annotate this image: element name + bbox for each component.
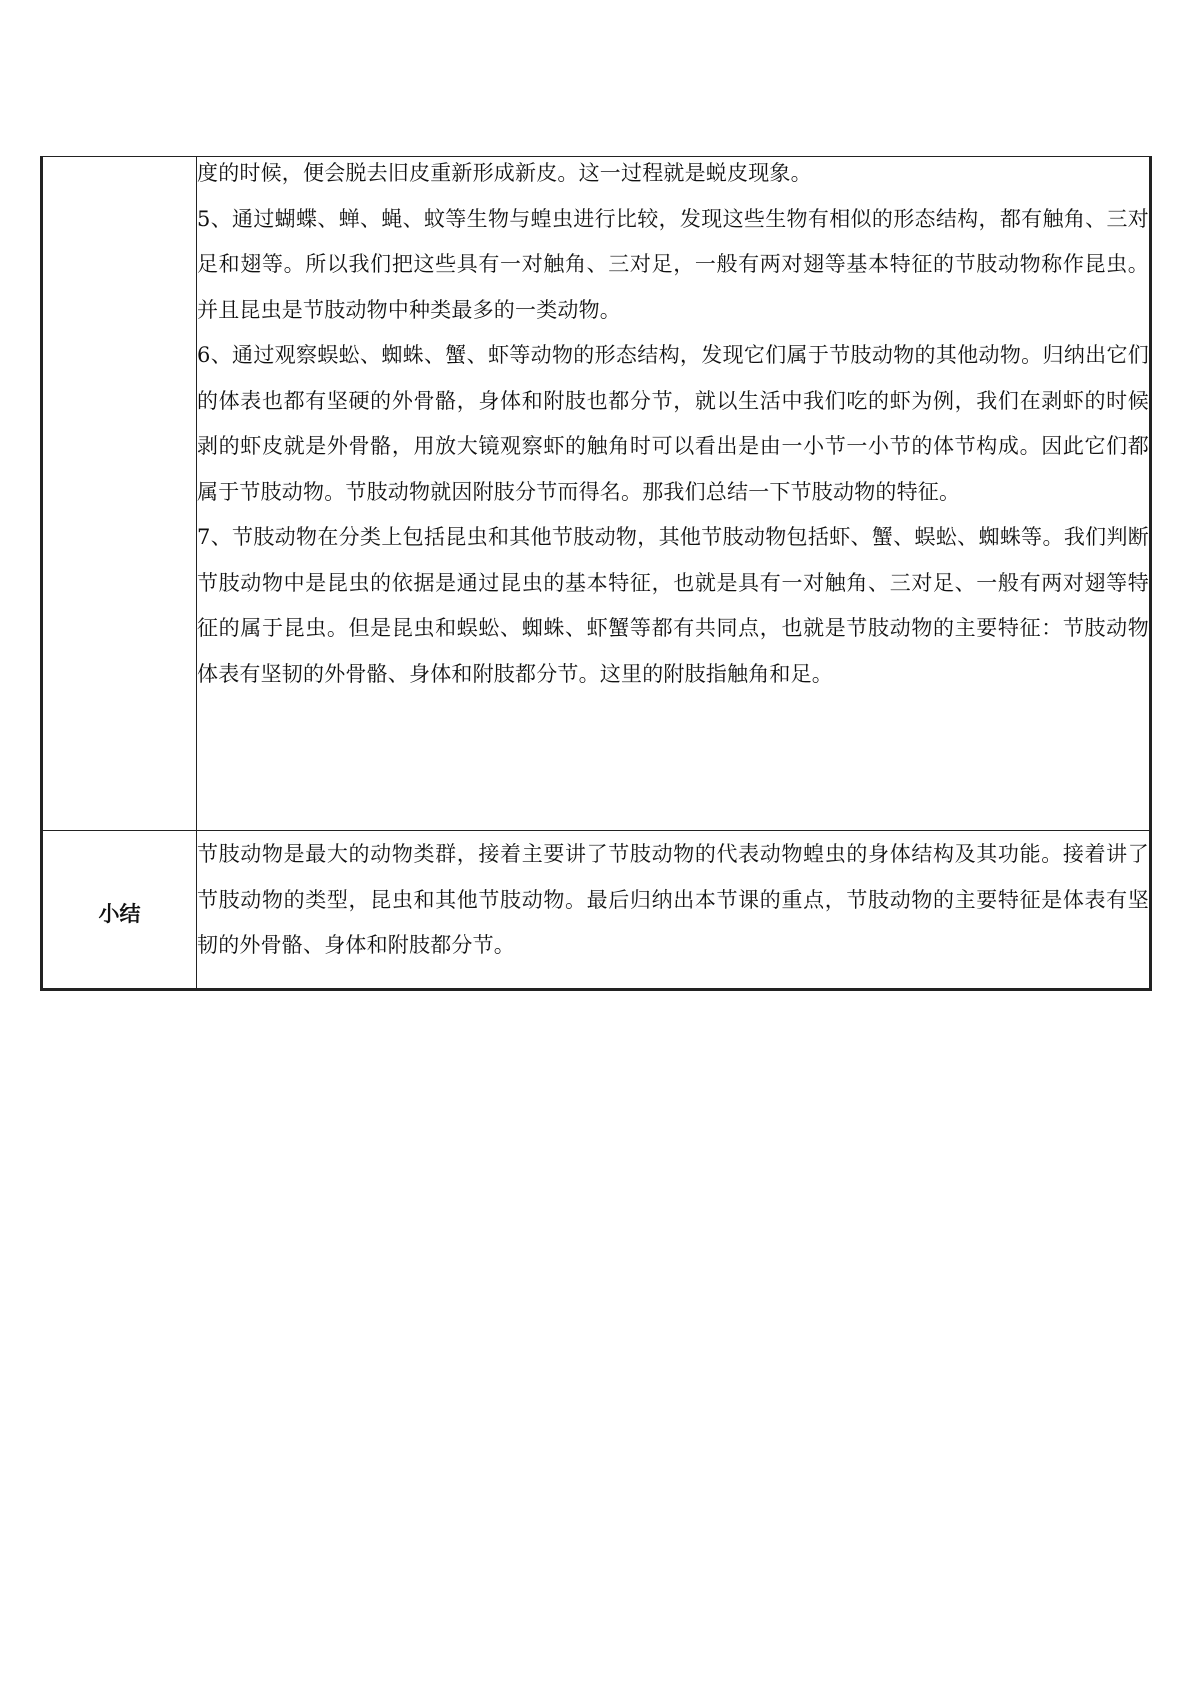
paragraph-other-arthropods: 6、通过观察蜈蚣、蜘蛛、蟹、虾等动物的形态结构，发现它们属于节肢动物的其他动物。归纳出它们的体表也都有坚硬的外骨骼，身体和附肢也都分节，就以生活中我们吃的虾为例，我们在剥虾的时候剥的虾皮就是外骨骼，用放大镜观察虾的触角时可以看出是由一小节一小节的体节构成。因此它们都属于节肢动物。节肢动物就因附肢分节而得名。那我们总结一下节肢动物的特征。	[197, 343, 1149, 504]
row-content-cell	[197, 831, 1151, 990]
summary-label: 小结	[98, 901, 141, 926]
table-row-process	[42, 157, 1151, 831]
row-label-cell	[42, 831, 197, 990]
paragraph-insects: 5、通过蝴蝶、蝉、蝇、蚊等生物与蝗虫进行比较，发现这些生物有相似的形态结构，都有触角、三对足和翅等。所以我们把这些具有一对触角、三对足，一般有两对翅等基本特征的节肢动物称作昆虫。并且昆虫是节肢动物中种类最多的一类动物。	[197, 206, 1149, 322]
row-content-cell	[197, 157, 1151, 831]
lesson-table	[40, 156, 1152, 991]
paragraph-classification: 7、节肢动物在分类上包括昆虫和其他节肢动物，其他节肢动物包括虾、蟹、蜈蚣、蜘蛛等。我们判断节肢动物中是昆虫的依据是通过昆虫的基本特征，也就是具有一对触角、三对足、一般有两对翅等特征的属于昆虫。但是昆虫和蜈蚣、蜘蛛、虾蟹等都有共同点，也就是节肢动物的主要特征：节肢动物体表有坚韧的外骨骼、身体和附肢都分节。这里的附肢指触角和足。	[197, 525, 1149, 686]
paragraph-molting: 度的时候，便会脱去旧皮重新形成新皮。这一过程就是蜕皮现象。	[197, 161, 812, 185]
paragraph-summary: 节肢动物是最大的动物类群，接着主要讲了节肢动物的代表动物蝗虫的身体结构及其功能。接着讲了节肢动物的类型，昆虫和其他节肢动物。最后归纳出本节课的重点，节肢动物的主要特征是体表有坚韧的外骨骼、身体和附肢都分节。	[197, 842, 1149, 957]
table-row-summary	[42, 831, 1151, 990]
row-label-cell	[42, 157, 197, 831]
